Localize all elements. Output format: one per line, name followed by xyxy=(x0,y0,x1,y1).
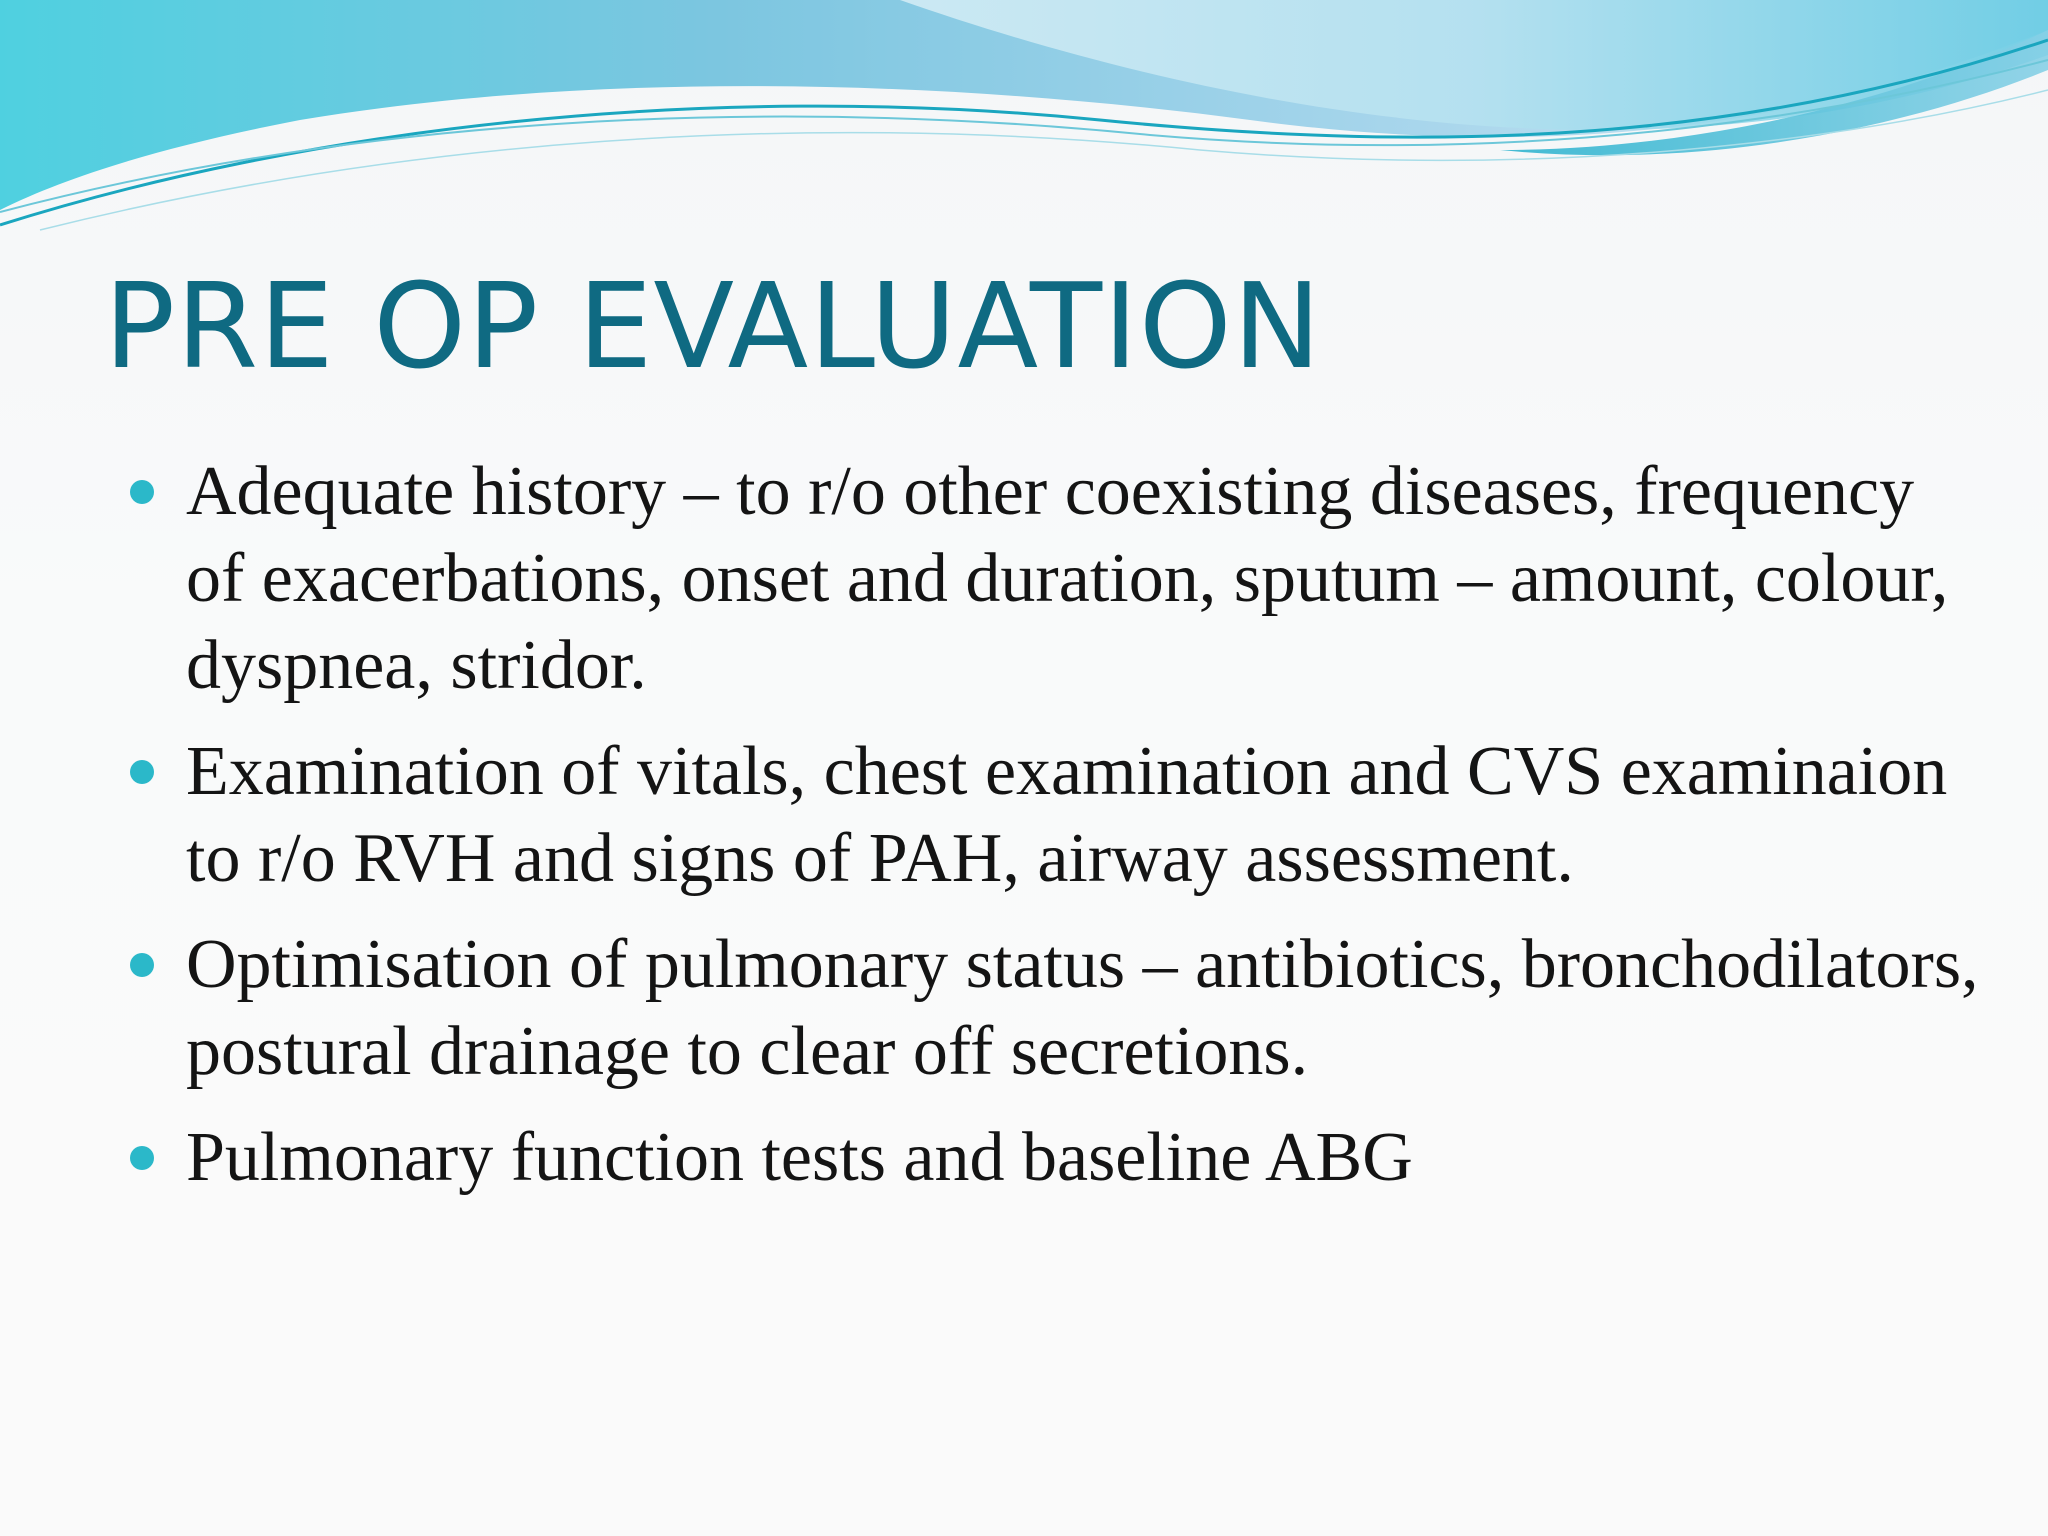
slide-title: PRE OP EVALUATION xyxy=(104,257,1323,395)
bullet-text: Adequate history – to r/o other coexisting diseases, frequency of exacerbations, onset and duration, sputum – amount, colour, dyspnea, stridor. xyxy=(186,453,1949,704)
bullet-marker-icon xyxy=(130,480,154,504)
bullet-text: Pulmonary function tests and baseline ABG xyxy=(186,1119,1413,1196)
bullet-item xyxy=(128,1114,1988,1201)
bullet-item xyxy=(128,448,1988,709)
bullet-marker-icon xyxy=(130,1146,154,1170)
bullet-text: Examination of vitals, chest examination and CVS examinaion to r/o RVH and signs of PAH, airway assessment. xyxy=(186,733,1948,897)
bullet-list xyxy=(128,448,1988,1220)
bullet-marker-icon xyxy=(130,760,154,784)
header-wave-decoration xyxy=(0,0,2048,240)
bullet-item xyxy=(128,921,1988,1095)
bullet-item xyxy=(128,728,1988,902)
bullet-text: Optimisation of pulmonary status – antibiotics, bronchodilators, postural drainage to clear off secretions. xyxy=(186,926,1979,1090)
bullet-marker-icon xyxy=(130,953,154,977)
